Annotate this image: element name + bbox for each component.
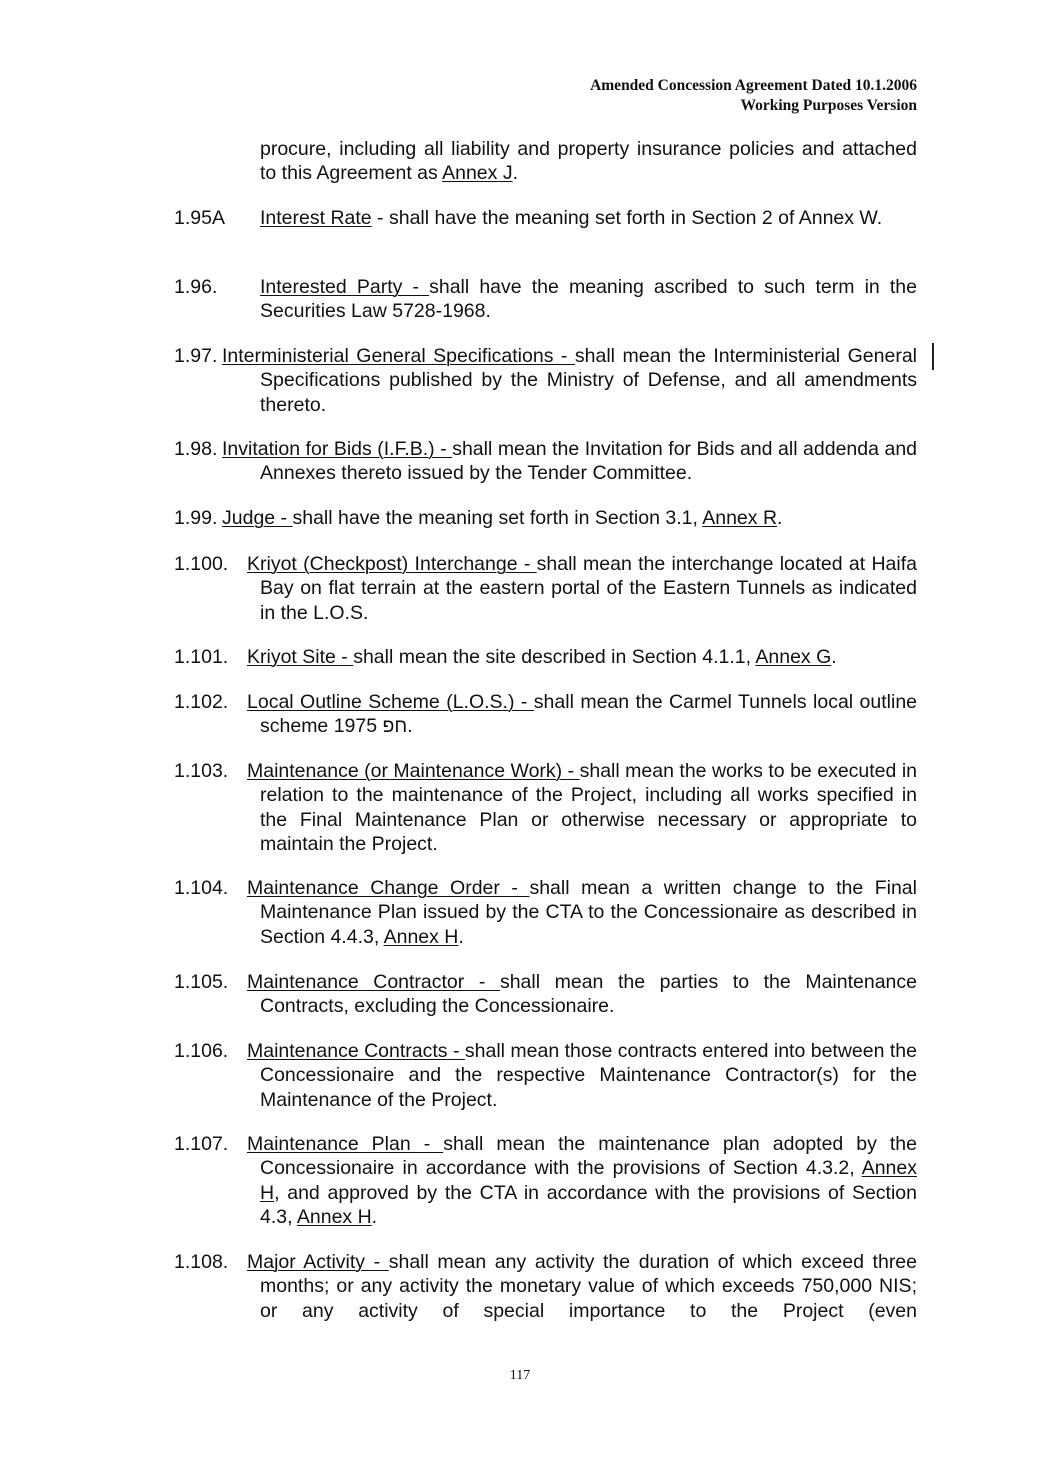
definition-number: 1.106.: [174, 1040, 229, 1062]
continuation-paragraph: [174, 137, 917, 186]
definition-tail: .: [407, 715, 413, 738]
header-version: Working Purposes Version: [740, 97, 917, 114]
definition-text: shall mean the Interministerial General Specifications published by the Ministry of Defense, and all amendments thereto.: [260, 345, 917, 416]
annex-link: Annex G: [755, 646, 832, 668]
definition-number: 1.97.: [174, 345, 218, 367]
definition-number: 1.105.: [174, 971, 229, 993]
definition-1-95a: [174, 206, 917, 230]
definition-term: Maintenance Plan -: [247, 1133, 444, 1155]
definition-1-107: [174, 1132, 917, 1229]
definition-1-101: [174, 645, 917, 669]
page-number: 117: [509, 1368, 531, 1383]
definition-term: Maintenance Change Order -: [247, 877, 530, 899]
definition-text: shall have the meaning ascribed to such term in the Securities Law 5728-1968.: [260, 276, 917, 323]
definition-1-100: [174, 552, 917, 625]
definition-term: Maintenance Contractor -: [247, 971, 500, 993]
running-header: [590, 76, 917, 116]
definition-term: Invitation for Bids (I.F.B.) -: [222, 438, 453, 460]
definition-1-96: [174, 275, 917, 324]
definition-number: 1.99.: [174, 507, 218, 529]
definition-1-98: [174, 437, 917, 486]
definition-text: shall have the meaning set forth in Section 3.1,: [292, 507, 703, 529]
definition-text: shall mean the Invitation for Bids and all addenda and Annexes thereto issued by the Tender Committee.: [260, 438, 918, 485]
definition-tail: .: [777, 507, 783, 529]
definition-number: 1.101.: [174, 646, 229, 668]
definition-number: 1.104.: [174, 877, 229, 899]
definition-term: Maintenance (or Maintenance Work) -: [247, 760, 580, 782]
definition-1-105: [174, 970, 917, 1019]
definition-text: - shall have the meaning set forth in Section 2 of Annex W.: [371, 207, 883, 229]
definition-1-104: [174, 876, 917, 949]
definition-number: 1.95A: [174, 207, 225, 229]
annex-link: Annex H: [260, 1157, 917, 1204]
definition-number: 1.108.: [174, 1251, 229, 1273]
header-title: Amended Concession Agreement Dated 10.1.2006: [590, 77, 917, 94]
annex-link: Annex H: [383, 925, 459, 948]
definition-term: Kriyot (Checkpost) Interchange -: [247, 553, 537, 575]
definition-term: Interested Party -: [260, 276, 430, 298]
definition-term: Local Outline Scheme (L.O.S.) -: [247, 691, 534, 713]
definition-term: Interest Rate: [260, 207, 372, 229]
definition-1-103: [174, 759, 917, 856]
definition-number: 1.98.: [174, 438, 218, 460]
definition-tail: .: [371, 1205, 378, 1228]
definition-number: 1.107.: [174, 1133, 229, 1155]
definition-text: shall mean the site described in Section 4.1.1,: [353, 646, 756, 668]
definition-1-106: [174, 1039, 917, 1112]
definition-text: shall mean those contracts entered into between the Concessionaire and the respective Maintenance Contractor(s) for the Maintenance of the Project.: [260, 1040, 917, 1111]
definition-term: Kriyot Site -: [247, 646, 354, 668]
annex-j-link: Annex J: [442, 162, 513, 185]
paragraph-text: procure, including all liability and property insurance policies and attached to this Agreement as: [260, 138, 917, 185]
annex-link: Annex H: [296, 1205, 372, 1228]
definition-term: Judge -: [222, 507, 293, 529]
definition-term: Interministerial General Specifications -: [222, 345, 575, 367]
annex-link: Annex R: [702, 507, 778, 529]
definition-mid: , and approved by the CTA in accordance with the provisions of Section 4.3,: [260, 1181, 917, 1228]
definition-term: Maintenance Contracts -: [247, 1040, 465, 1062]
definition-number: 1.103.: [174, 760, 229, 782]
definition-1-97: [174, 344, 917, 417]
definition-number: 1.96.: [174, 276, 218, 298]
definition-text: shall mean a written change to the Final Maintenance Plan issued by the CTA to the Concessionaire as described in Section 4.4.3,: [260, 877, 917, 948]
definition-number: 1.100.: [174, 553, 229, 575]
definition-1-108: [174, 1250, 917, 1323]
hebrew-abbreviation: חפ: [382, 715, 408, 738]
definition-text: shall mean the maintenance plan adopted by the Concessionaire in accordance with the provisions of Section 4.3.2,: [260, 1133, 917, 1180]
definition-term: Major Activity -: [247, 1251, 389, 1273]
definition-1-99: [174, 506, 917, 530]
definition-tail: .: [458, 925, 464, 948]
definition-number: 1.102.: [174, 691, 229, 713]
paragraph-tail: .: [512, 162, 518, 185]
definition-text: shall mean the Carmel Tunnels local outline scheme 1975: [260, 691, 918, 738]
definition-text: shall mean any activity the duration of which exceed three months; or any activity the monetary value of which exceeds 750,000 NIS; or any activity of special importance to the Project (even: [260, 1251, 917, 1322]
definition-text: shall mean the interchange located at Haifa Bay on flat terrain at the eastern portal of the Eastern Tunnels as indicated in the L.O.S.: [260, 553, 917, 624]
definition-tail: .: [831, 646, 837, 668]
definition-text: shall mean the works to be executed in relation to the maintenance of the Project, including all works specified in the Final Maintenance Plan or otherwise necessary or appropriate to maintain the Project.: [260, 760, 918, 855]
revision-change-bar: [932, 343, 934, 370]
definition-1-102: [174, 690, 917, 739]
definition-text: shall mean the parties to the Maintenance Contracts, excluding the Concessionaire.: [260, 971, 917, 1018]
